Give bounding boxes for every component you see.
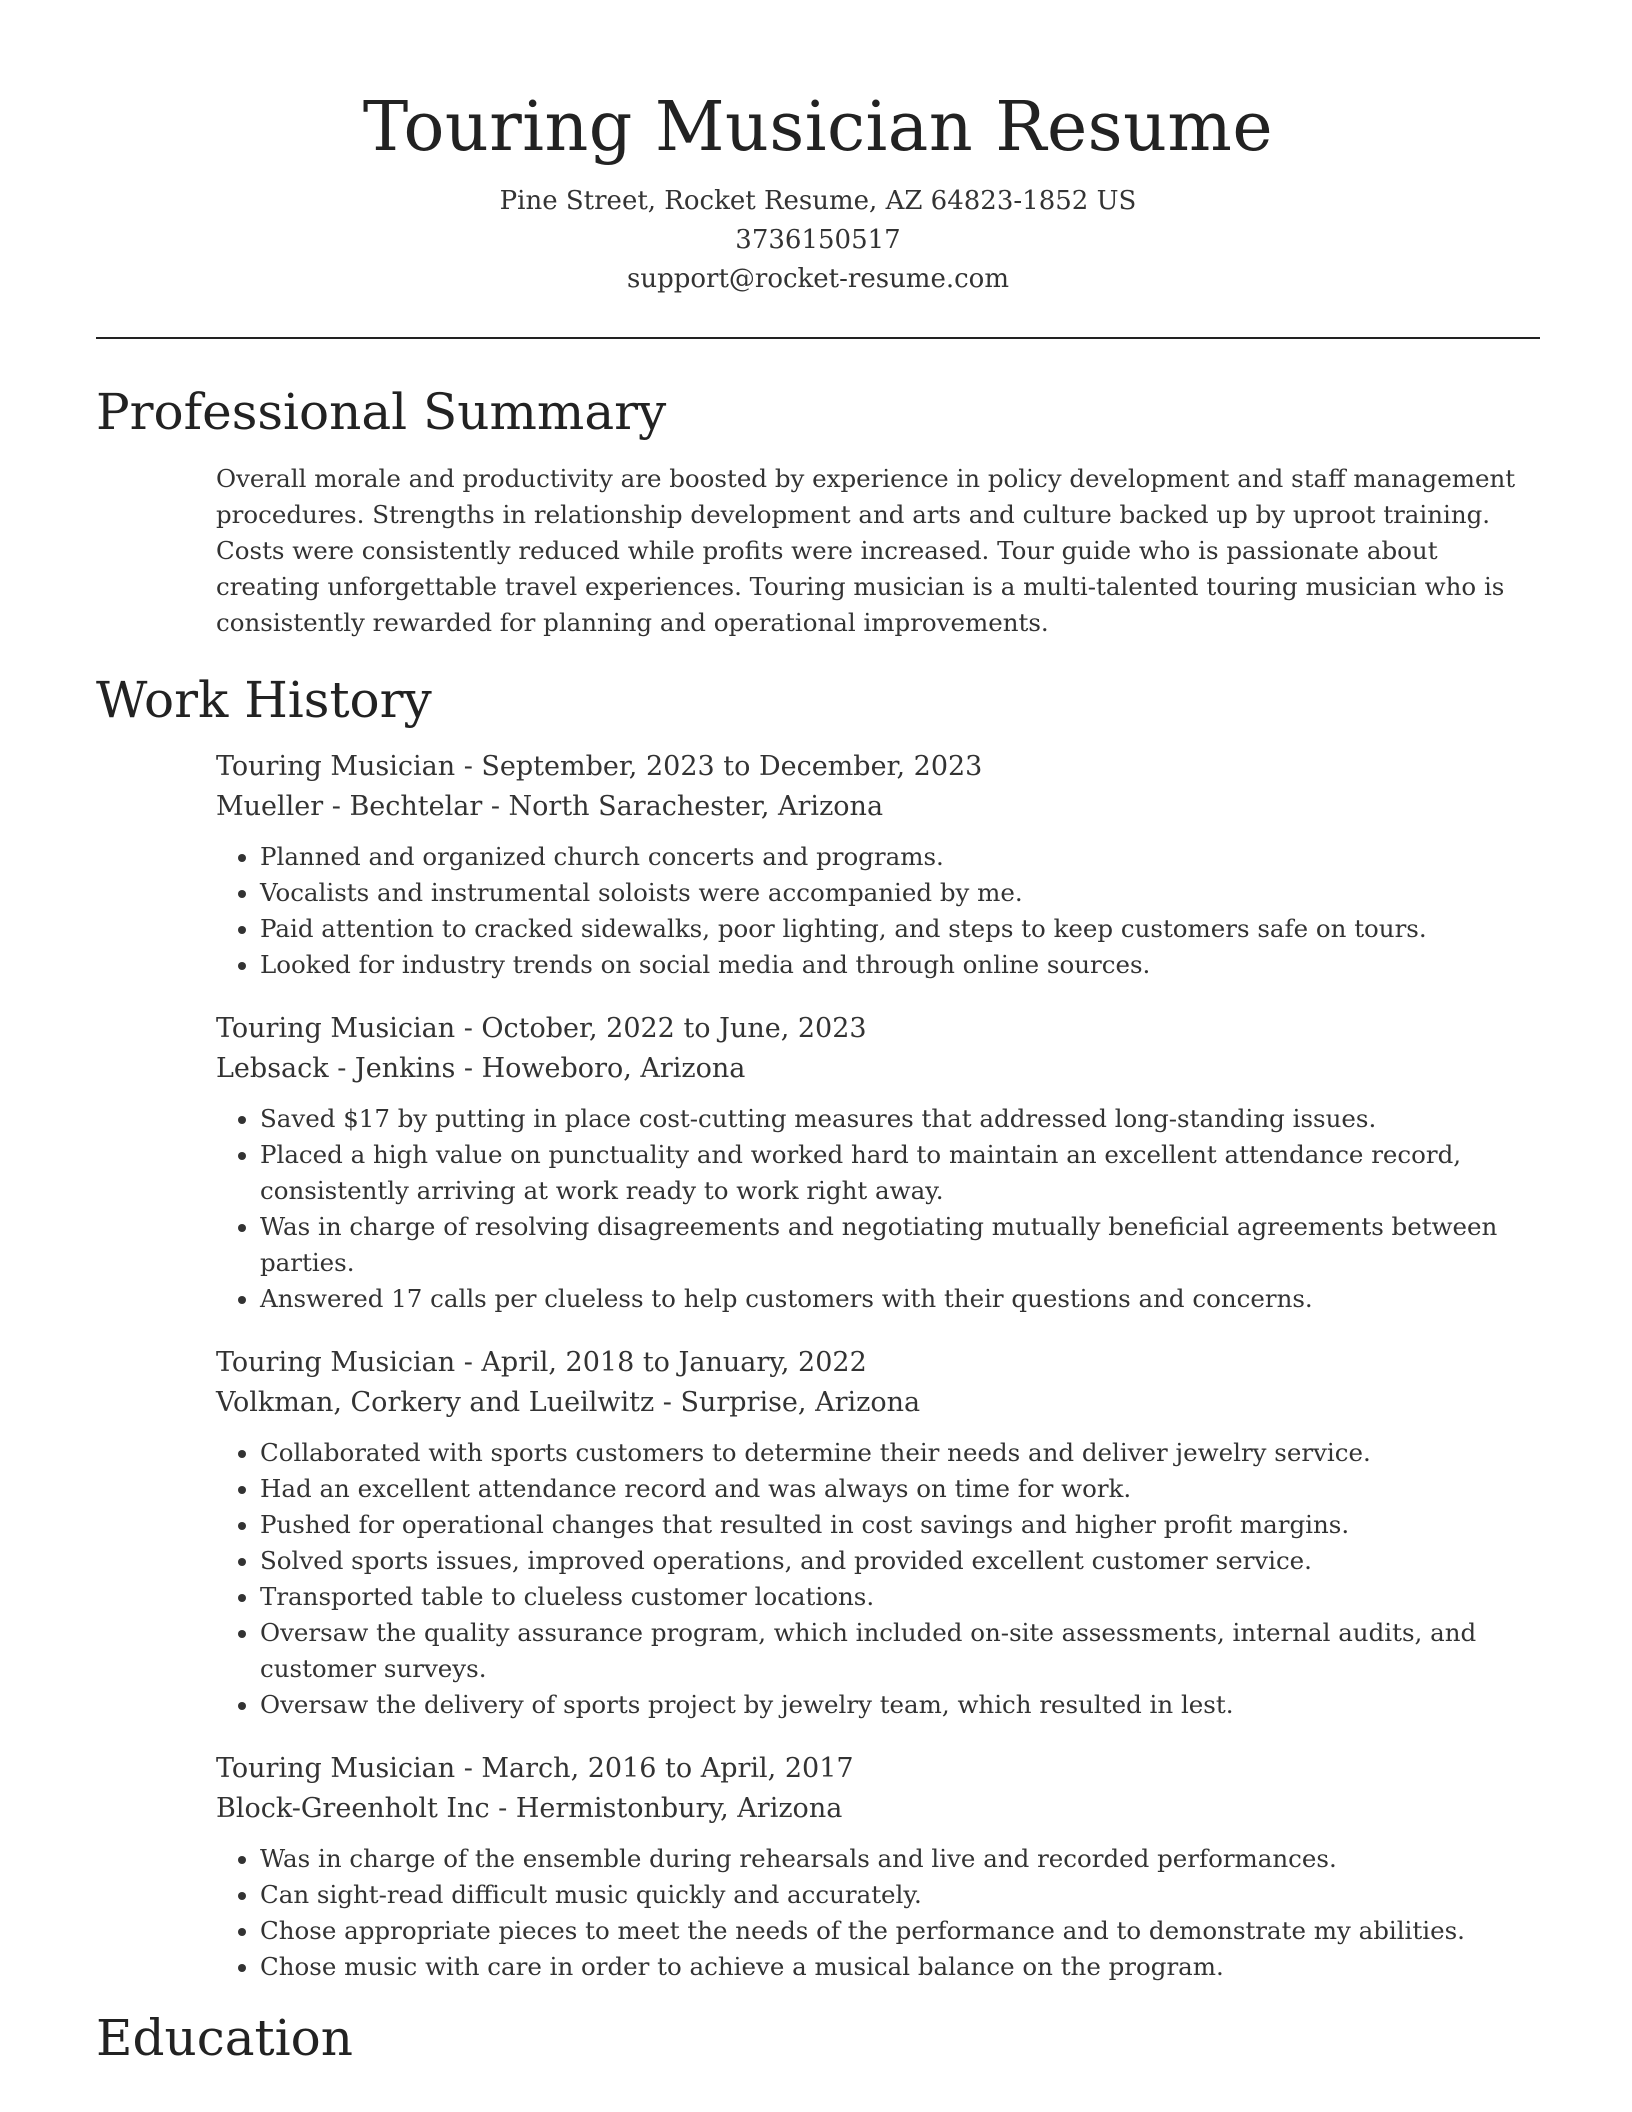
- contact-address: Pine Street, Rocket Resume, AZ 64823-1852 US: [499, 186, 1137, 216]
- work-history-heading: Work History: [96, 671, 432, 729]
- summary-text: Overall morale and productivity are boosted by experience in policy development and staff management procedures. Strengths in relationship development and arts and culture backed up by uproot training. Costs were consistently reduced while profits were increased. Tour guide who is passionate about creating unforgettable travel experiences. Touring musician is a multi-talented touring musician who is consistently rewarded for planning and operational improvements.: [216, 464, 1516, 637]
- resume-header: [96, 0, 1540, 299]
- summary-heading: Professional Summary: [96, 383, 667, 441]
- job-bullets: [216, 1101, 1540, 1317]
- job-bullet: • Paid attention to cracked sidewalks, poor lighting, and steps to keep customers safe on tours.: [260, 911, 1540, 947]
- job-bullet: • Was in charge of resolving disagreements and negotiating mutually beneficial agreements between parties.: [260, 1209, 1540, 1281]
- job-company-line: Block-Greenholt Inc - Hermistonbury, Arizona: [216, 1793, 843, 1824]
- job-entry: [216, 1009, 1540, 1317]
- job-bullet: • Placed a high value on punctuality and worked hard to maintain an excellent attendance record, consistently arriving at work ready to work right away.: [260, 1137, 1540, 1209]
- job-title-line: Touring Musician - April, 2018 to January, 2022: [216, 1347, 867, 1378]
- job-bullet: • Had an excellent attendance record and was always on time for work.: [260, 1471, 1540, 1507]
- job-company-line: Volkman, Corkery and Lueilwitz - Surprise, Arizona: [216, 1387, 921, 1418]
- job-bullet: • Chose appropriate pieces to meet the needs of the performance and to demonstrate my abilities.: [260, 1913, 1540, 1949]
- job-bullet: • Saved $17 by putting in place cost-cutting measures that addressed long-standing issues.: [260, 1101, 1540, 1137]
- job-company-line: Lebsack - Jenkins - Howeboro, Arizona: [216, 1053, 746, 1084]
- job-bullet: • Can sight-read difficult music quickly and accurately.: [260, 1877, 1540, 1913]
- work-history-section: [96, 665, 1540, 1985]
- job-bullet: • Chose music with care in order to achieve a musical balance on the program.: [260, 1949, 1540, 1985]
- job-bullet: • Planned and organized church concerts and programs.: [260, 839, 1540, 875]
- job-bullet: • Pushed for operational changes that resulted in cost savings and higher profit margins.: [260, 1507, 1540, 1543]
- job-bullet: • Collaborated with sports customers to determine their needs and deliver jewelry service.: [260, 1435, 1540, 1471]
- job-bullets: [216, 1841, 1540, 1985]
- job-bullet: • Looked for industry trends on social media and through online sources.: [260, 947, 1540, 983]
- contact-info: [96, 182, 1540, 299]
- resume-title: Touring Musician Resume: [362, 88, 1274, 167]
- job-bullets: [216, 1435, 1540, 1723]
- job-title-line: Touring Musician - March, 2016 to April, 2017: [216, 1753, 854, 1784]
- education-heading: Education: [96, 2009, 353, 2067]
- education-section: [96, 2003, 1540, 2073]
- job-bullet: • Oversaw the delivery of sports project by jewelry team, which resulted in lest.: [260, 1687, 1540, 1723]
- job-company-line: Mueller - Bechtelar - North Sarachester, Arizona: [216, 791, 884, 822]
- summary-section: [96, 377, 1540, 641]
- job-title-line: Touring Musician - September, 2023 to December, 2023: [216, 751, 983, 782]
- job-bullets: [216, 839, 1540, 983]
- job-bullet: • Oversaw the quality assurance program, which included on-site assessments, internal audits, and customer surveys.: [260, 1615, 1540, 1687]
- job-bullet: • Was in charge of the ensemble during rehearsals and live and recorded performances.: [260, 1841, 1540, 1877]
- job-bullet: • Solved sports issues, improved operations, and provided excellent customer service.: [260, 1543, 1540, 1579]
- job-entry: [216, 747, 1540, 983]
- contact-email: support@rocket-resume.com: [626, 264, 1009, 294]
- resume-page: [96, 0, 1540, 2073]
- job-bullet: • Transported table to clueless customer locations.: [260, 1579, 1540, 1615]
- job-entry: [216, 1749, 1540, 1985]
- job-title-line: Touring Musician - October, 2022 to June, 2023: [216, 1013, 867, 1044]
- contact-phone: 3736150517: [735, 225, 901, 255]
- job-bullet: • Answered 17 calls per clueless to help customers with their questions and concerns.: [260, 1281, 1540, 1317]
- job-bullet: • Vocalists and instrumental soloists were accompanied by me.: [260, 875, 1540, 911]
- job-entry: [216, 1343, 1540, 1723]
- header-divider: [96, 337, 1540, 339]
